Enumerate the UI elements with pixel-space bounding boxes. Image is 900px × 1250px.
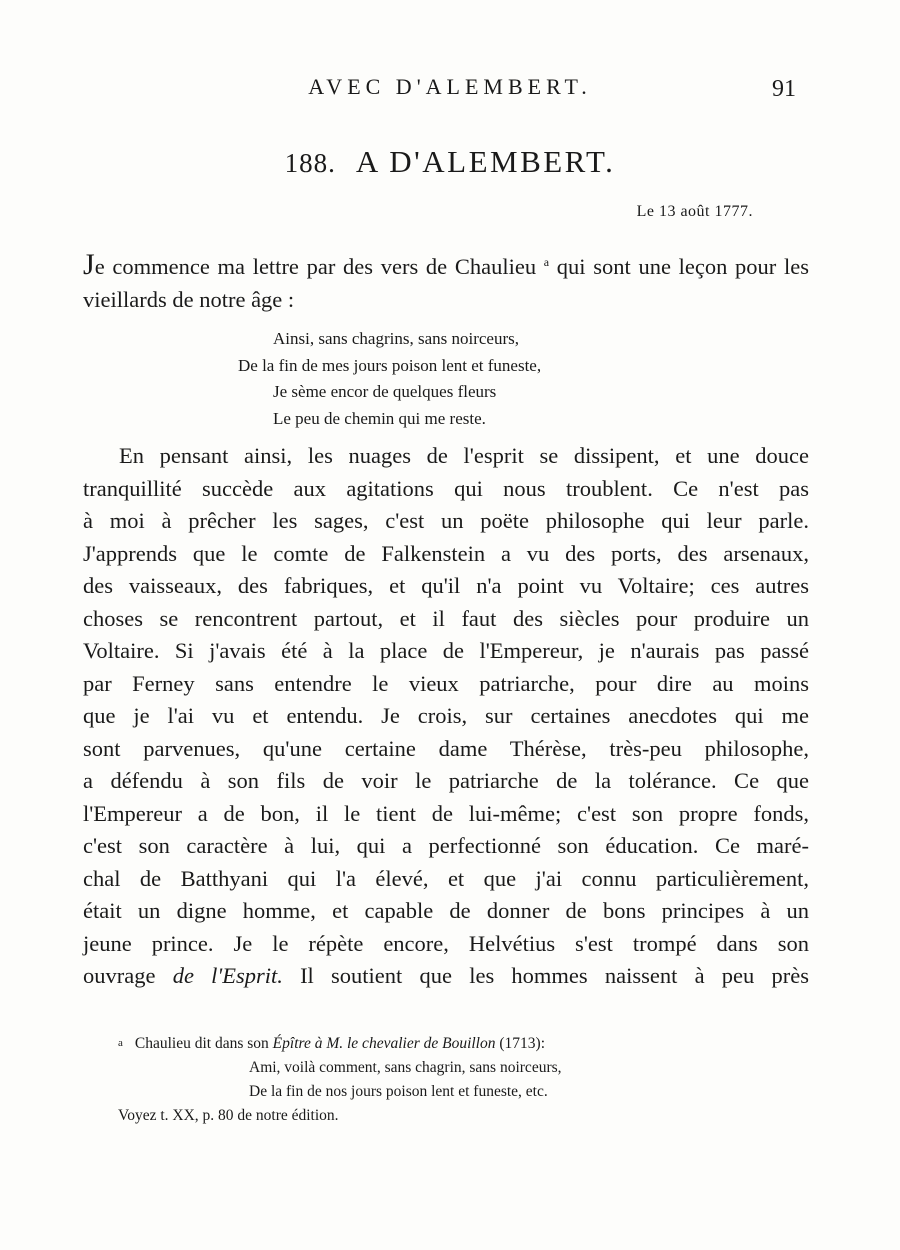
opening-text: e commence ma lettre par des vers de Chaulieu [94, 254, 537, 279]
verse-line: Le peu de chemin qui me reste. [273, 408, 486, 428]
paragraph-line: a défendu à son fils de voir le patriarche de la tolérance. Ce que [83, 768, 809, 793]
paragraph-line: Voltaire. Si j'avais été à la place de l'Empereur, je n'aurais pas passé [83, 638, 809, 663]
drop-cap: J [83, 248, 95, 281]
paragraph-line: par Ferney sans entendre le vieux patriarche, pour dire au moins [83, 670, 809, 696]
footnote-reference-mark: a [543, 255, 550, 269]
paragraph-line: J'apprends que le comte de Falkenstein a vu des ports, des arsenaux, [83, 540, 809, 566]
paragraph-line: choses se rencontrent partout, et il faut des siècles pour produire un [83, 605, 809, 631]
footnote-intro-text: Chaulieu dit dans son [134, 1035, 273, 1052]
footnote-quote-line: De la fin de nos jours poison lent et funeste, etc. [249, 1083, 548, 1100]
paragraph-line: que je l'ai vu et entendu. Je crois, sur certaines anecdotes qui me [83, 703, 809, 728]
footnote-intro-end: (1713): [495, 1035, 546, 1052]
paragraph-line: était un digne homme, et capable de donner de bons principes à un [83, 898, 809, 923]
verse-quotation [238, 326, 541, 432]
letter-heading [0, 144, 900, 180]
paragraph-line: c'est son caractère à lui, qui a perfectionné son éducation. Ce maré- [83, 833, 809, 858]
paragraph-text: ouvrage [83, 963, 173, 988]
footnote-mark: a [118, 1037, 123, 1049]
paragraph-line: En pensant ainsi, les nuages de l'esprit se dissipent, et une douce [119, 443, 809, 468]
footnote-intro [118, 1031, 678, 1056]
footnote-quote-line: Ami, voilà comment, sans chagrin, sans noirceurs, [249, 1059, 562, 1076]
footnote-work-title: Épître à M. le chevalier de Bouillon [272, 1035, 496, 1052]
footnote [118, 1031, 678, 1128]
main-paragraph [83, 440, 809, 993]
paragraph-line: sont parvenues, qu'une certaine dame Thérèse, très-peu philosophe, [83, 735, 809, 761]
letter-date: Le 13 août 1777. [636, 203, 753, 220]
verse-line: Ainsi, sans chagrins, sans noirceurs, [273, 329, 519, 348]
paragraph-line: jeune prince. Je le répète encore, Helvétius s'est trompé dans son [83, 930, 809, 956]
paragraph-line: à moi à prêcher les sages, c'est un poëte philosophe qui leur parle. [83, 508, 809, 533]
paragraph-line: des vaisseaux, des fabriques, et qu'il n'a point vu Voltaire; ces autres [83, 573, 809, 598]
verse-line: De la fin de mes jours poison lent et funeste, [238, 355, 542, 375]
letter-title: A D'ALEMBERT. [355, 144, 616, 179]
opening-text-continued: qui sont une leçon pour les vieillards de notre âge : [83, 254, 809, 312]
verse-line: Je sème encor de quelques fleurs [273, 382, 497, 401]
running-head: AVEC D'ALEMBERT. [308, 74, 592, 99]
paragraph-line: l'Empereur a de bon, il le tient de lui-même; c'est son propre fonds, [83, 800, 809, 826]
paragraph-text: Il soutient que les hommes naissent à peu près [282, 963, 809, 988]
opening-paragraph [83, 246, 809, 316]
footnote-reference: Voyez t. XX, p. 80 de notre édition. [118, 1107, 339, 1124]
paragraph-line: chal de Batthyani qui l'a élevé, et que j'ai connu particulièrement, [83, 865, 809, 891]
book-title: de l'Esprit. [172, 963, 283, 988]
page-number: 91 [772, 76, 796, 102]
paragraph-line [83, 960, 809, 993]
letter-number: 188. [284, 148, 336, 178]
paragraph-line: tranquillité succède aux agitations qui nous troublent. Ce n'est pas [83, 475, 809, 501]
